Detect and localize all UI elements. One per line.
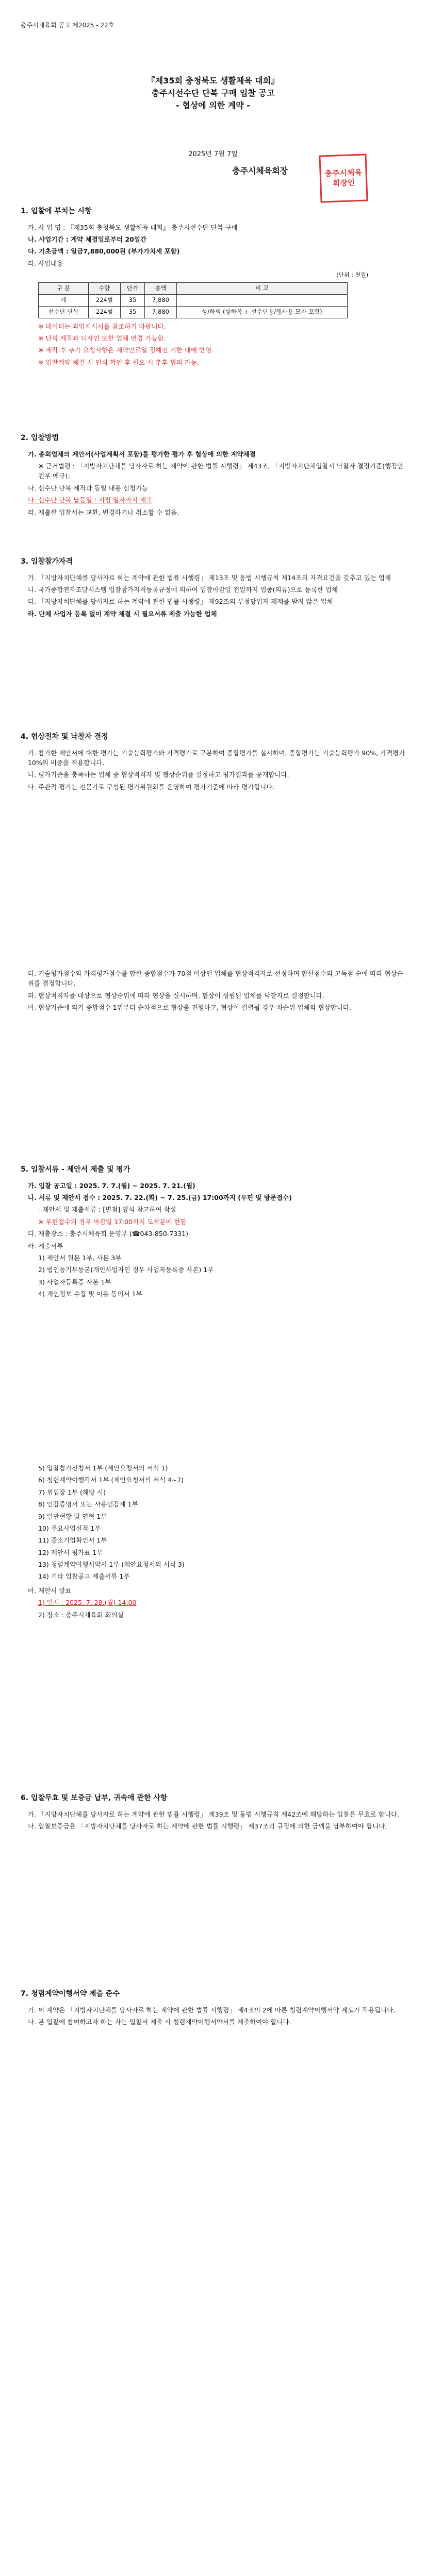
sec4-item: 가. 참가한 제안서에 대한 평가는 기술능력평가와 가격평가로 구분하여 종합평가를 실시하며, 종합평가는 기술능력평가 90%, 가격평가 10%의 비중을 적용합니다. [28,749,405,767]
sec4-body-item: 마. 협상기준에 의거 종합점수 1위부터 순차적으로 협상을 진행하고, 협상이 결렬될 경우 차순위 업체와 협상합니다. [28,1004,351,1012]
table-cell: 선수단 단복 [39,306,89,318]
sec2-item: 가. 총회업체의 제안서(사업계획서 포함)를 평가한 평가 후 협상에 의한 계약체결 [28,450,256,458]
table-row [39,295,348,307]
sec3-item: 나. 국가종합전자조달시스템 입찰참가자격등록규정에 의하여 입찰마감일 전일까지 업종(의류)으로 등록한 업체 [28,586,338,594]
sec5-item: 가. 입찰 공고일 : 2025. 7. 7.(월) ~ 2025. 7. 21.(월) [28,1181,195,1190]
table-cell: 224벌 [88,295,120,307]
sec1-item-1: 가. 사 업 명 : 『제35회 충청북도 생활체육 대회』 충주시선수단 단복 구매 [28,223,238,231]
title-line-2: 충주시선수단 단복 구매 입찰 공고 [151,88,275,98]
doc-list-item: 4) 개인정보 수집 및 이용 동의서 1부 [38,1290,142,1298]
sec7-item: 가. 이 계약은 「지방자치단체를 당사자로 하는 계약에 관한 법률 시행령」 제4조의 2에 따른 청렴계약이행서약 제도가 적용됩니다. [28,2006,396,2014]
doc-list-item: 3) 사업자등록증 사본 1부 [38,1278,111,1286]
doc-list-item: 11) 중소기업확인서 1부 [38,1536,107,1545]
table-cell: 7,880 [145,306,177,318]
sec3-item: 라. 단체 사업자 등록 없이 계약 체결 시 필요서류 제출 가능한 업체 [28,609,217,618]
title-line-1: 『제35회 충청북도 생활체육 대회』 [146,76,280,86]
sec3-item: 다. 「지방자치단체를 당사자로 하는 계약에 관한 법률 시행령」 제92조의 부정당업자 제재를 받지 않은 업체 [28,598,333,606]
section-5 [21,1164,405,1301]
section-4-body [21,969,405,1015]
sec4-body-item: 다. 기술평가점수와 가격평가점수를 합한 종합점수가 70점 이상인 업체를 협상적격자로 선정하며 합산점수의 고득점 순에 따라 협상순위를 결정합니다. [28,970,403,988]
doc-list-item: 1) 제안서 원본 1부, 사본 3부 [38,1253,122,1262]
sec4-item: 다. 주관적 평가는 전문가로 구성된 평가위원회를 운영하여 평가기준에 따라 평가합니다. [28,783,275,791]
section-2-heading: 2. 입찰방법 [21,434,59,442]
sec5-item: 다. 제출장소 : 충주시체육회 운영부 (☎043-850-7331) [28,1230,188,1238]
presentation-time: 1) 일시 : 2025. 7. 28.(월) 14:00 [38,1599,137,1607]
doc-number: 충주시체육회 공고 제2025 - 22호 [21,22,114,29]
sec5-item: 나. 서류 및 제안서 접수 : 2025. 7. 22.(화) ~ 7. 25.(금) 17:00까지 (우편 및 방문접수) [28,1194,292,1202]
sec1-note: ※ 입찰계약 체결 시 인식 확인 후 필요 시 추후 협의 가능. [38,358,199,366]
section-3-heading: 3. 입찰참가자격 [21,557,73,566]
section-4-heading: 4. 협상절차 및 낙찰자 결정 [21,733,108,741]
unit-label: (단위 : 천원) [336,272,368,279]
sec1-note: ※ 단복 제작과 디자인 또한 업체 변경 가능함. [38,334,166,343]
doc-list-item: 9) 일반현황 및 연혁 1부 [38,1512,107,1520]
doc-list-item: 10) 주요사업실적 1부 [38,1524,101,1532]
section-6-heading: 6. 입찰무효 및 보증금 납부, 귀속에 관한 사항 [21,1794,168,1802]
doc-list-item: 7) 위임장 1부 (해당 시) [38,1488,106,1496]
doc-list-item: 2) 법인등기부등본(개인사업자인 경우 사업자등록증 사본) 1부 [38,1266,214,1274]
section-1-heading: 1. 입찰에 부치는 사항 [21,207,92,215]
section-1 [21,206,405,369]
presentation-place: 2) 장소 : 충주시체육회 회의실 [38,1611,124,1619]
business-table [38,282,348,318]
table-header: 총액 [145,283,177,295]
doc-list-item: 6) 청렴계약이행각서 1부 (제안요청서의 서식 4~7) [38,1476,184,1484]
page-title [0,75,426,112]
section-6 [21,1793,405,1833]
table-cell: 계 [39,295,89,307]
doc-list-item: 13) 청렴계약이행서약서 1부 (제안요청서의 서식 3) [38,1561,185,1568]
doc-list-item: 5) 입찰참가신청서 1부 (제안요청서의 서식 1) [38,1464,168,1472]
section-7 [21,1989,405,2029]
section-3 [21,556,405,621]
table-header: 비 고 [176,283,347,295]
table-header: 구 분 [39,283,89,295]
announcement-date: 2025년 7월 7일 [188,150,238,158]
doc-list-item: 12) 제안서 평가표 1부 [38,1548,103,1556]
section-4 [21,732,405,794]
table-header: 단가 [120,283,144,295]
sec6-item: 가. 「지방자치단체를 당사자로 하는 계약에 관한 법률 시행령」 제39조 및 동법 시행규칙 제42조에 해당하는 입찰은 무효로 합니다. [28,1810,400,1818]
section-7-heading: 7. 청렴계약이행서약 제출 준수 [21,1990,120,1998]
seal-text: 충주시체육회장인 [324,167,363,188]
issuer-name: 충주시체육회장 [232,166,288,176]
sec2-item: ※ 근거법령 : 「지방자치단체를 당사자로 하는 계약에 관한 법률 시행령」 제43조, 「지방자치단체입찰시 낙찰자 결정기준(행정안전부 예규)」 [38,462,404,480]
table-cell: 상/하의 (상하복 + 선수단용/행사용 모자 포함) [176,306,347,318]
presentation-heading: 마. 제안서 발표 [28,1586,72,1595]
sec7-item: 나. 본 입찰에 참여하고자 하는 자는 입찰서 제출 시 청렴계약이행서약서를 제출하여야 합니다. [28,2018,291,2026]
sec5-item: ※ 우편접수의 경우 마감일 17:00까지 도착분에 한함 [38,1217,187,1226]
sec2-item: 다. 선수단 단복 납품일 : 지정 일자까지 제출 [28,496,153,504]
sec2-item: 나. 선수단 단복 제작과 동일 내용 신청가능 [28,484,149,492]
table-cell: 224벌 [88,306,120,318]
sec4-item: 나. 평가기준을 충족하는 업체 중 협상적격자 및 협상순위를 결정하고 평가결과를 공개합니다. [28,771,289,779]
sec1-note: ※ 데이터는 과업지시서를 참조하기 바랍니다. [38,322,166,330]
sec1-item-3: 다. 기초금액 : 일금7,880,000원 (부가가치세 포함) [28,247,180,256]
table-cell [176,295,347,307]
table-header: 수량 [88,283,120,295]
sec3-item: 가. 「지방자치단체를 당사자로 하는 계약에 관한 법률 시행령」 제13조 및 동법 시행규칙 제14조의 자격요건을 갖추고 있는 업체 [28,573,391,582]
section-2 [21,433,405,519]
official-seal-stamp [319,154,368,202]
sec1-note: ※ 제작 후 추가 요청사항은 계약만료일 정해진 기한 내에 반영. [38,346,214,354]
sec5-item: - 제안서 및 제출서류 : [별첨] 양식 참고하여 작성 [38,1206,176,1214]
sec2-item: 라. 제출한 입찰서는 교환, 변경하거나 취소할 수 없음. [28,508,179,516]
table-cell: 35 [120,295,144,307]
section-5-heading: 5. 입찰서류 - 제안서 제출 및 평가 [21,1165,130,1174]
table-header-row [39,283,348,295]
table-cell: 7,880 [145,295,177,307]
doc-list-item: 8) 인감증명서 또는 사용인감계 1부 [38,1500,138,1509]
section-5-doc-list [21,1463,405,1622]
sec1-item-4: 라. 사업내용 [28,259,63,267]
table-row [39,306,348,318]
table-cell: 35 [120,306,144,318]
title-line-3: - 협상에 의한 계약 - [176,100,250,110]
sec6-item: 나. 입찰보증금은 「지방자치단체를 당사자로 하는 계약에 관한 법률 시행령」 제37조의 규정에 의한 금액을 납부하여야 합니다. [28,1822,387,1831]
sec1-item-2: 나. 사업기간 : 계약 체결일로부터 20일간 [28,235,147,244]
doc-list-item: 14) 기타 입찰공고 제출서류 1부 [38,1572,130,1581]
sec4-body-item: 라. 협상적격자를 대상으로 협상순위에 따라 협상을 실시하며, 협상이 성립된 업체를 낙찰자로 결정합니다. [28,991,324,999]
sec5-item: 라. 제출서류 [28,1242,63,1250]
